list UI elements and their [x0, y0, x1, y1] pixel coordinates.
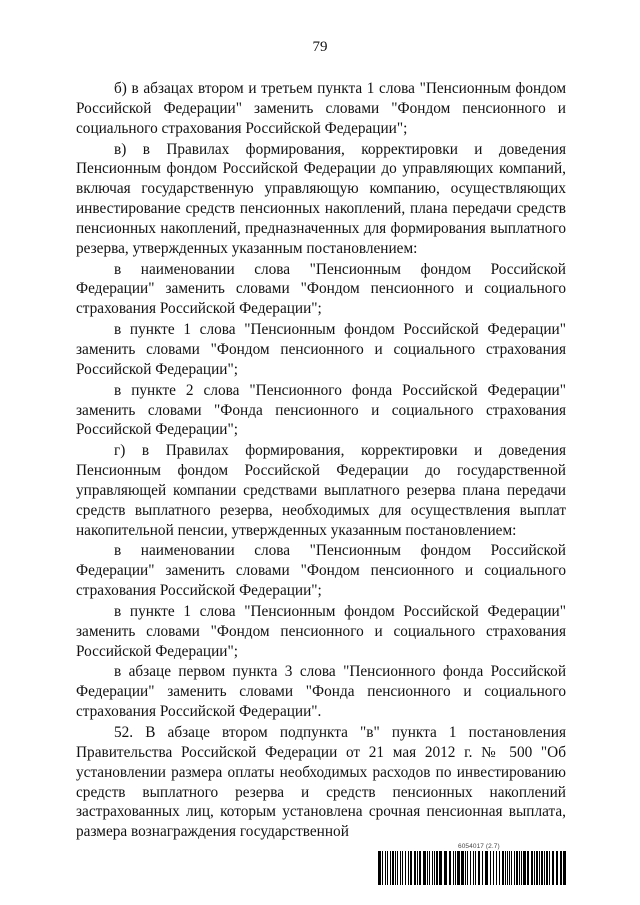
barcode-bar: [549, 851, 550, 885]
barcode-bar: [514, 851, 515, 885]
paragraph-g-point-1: в пункте 1 слова "Пенсионным фондом Российской Федерации" заменить словами "Фондом пенсионного и социального страхования Российской Федерации";: [76, 602, 566, 660]
barcode-bar: [560, 851, 562, 885]
barcode-bar: [434, 851, 435, 885]
barcode-bar: [490, 851, 491, 885]
barcode-bar: [473, 851, 474, 885]
barcode-bar: [523, 851, 526, 885]
barcode-bar: [395, 851, 396, 885]
barcode-bar: [531, 851, 533, 885]
barcode-image: [378, 851, 568, 885]
barcode-bar: [397, 851, 398, 885]
barcode-bar: [419, 851, 421, 885]
barcode-bar: [493, 851, 494, 885]
barcode-bar: [499, 851, 500, 885]
paragraph-52: 52. В абзаце втором подпункта "в" пункта 1 постановления Правительства Российской Федерации от 21 мая 2012 г. № 500 "Об установлении размера оплаты необходимых расходов по инвестированию средств выплатного резерва и средств пенсионных накоплений застрахованных лиц, которым установлена срочная пенсионная выплата, размера вознаграждения государственной: [76, 724, 566, 841]
barcode-bar: [439, 851, 442, 885]
paragraph-g-title-change: в наименовании слова "Пенсионным фондом Российской Федерации" заменить словами "Фондом пенсионного и социального страхования Российской Федерации";: [76, 542, 566, 600]
barcode-bar: [378, 851, 381, 885]
barcode-bar: [385, 851, 386, 885]
barcode-bar: [516, 851, 518, 885]
barcode-bar: [546, 851, 548, 885]
barcode-bar: [461, 851, 464, 885]
barcode-bar: [417, 851, 418, 885]
barcode-bar: [519, 851, 520, 885]
barcode-bar: [427, 851, 428, 885]
barcode-bar: [505, 851, 506, 885]
paragraph-v-point-1: в пункте 1 слова "Пенсионным фондом Российской Федерации" заменить словами "Фондом пенсионного и социального страхования Российской Федерации";: [76, 321, 566, 378]
barcode-bar: [429, 851, 430, 885]
barcode-bar: [470, 851, 471, 885]
barcode-bar: [392, 851, 394, 885]
paragraph-v-title-change: в наименовании слова "Пенсионным фондом Российской Федерации" заменить словами "Фондом пенсионного и социального страхования Российской Федерации";: [76, 260, 566, 318]
barcode-bar: [449, 851, 451, 885]
barcode-bar: [423, 851, 426, 885]
paragraph-v: в) в Правилах формирования, корректировки и доведения Пенсионным фондом Российской Федерации до управляющих компаний, включая государственную управляющую компанию, осуществляющих инвестирование средств пенсионных накоплений, плана передачи средств пенсионных накоплений, предназначенных для формирования выплатного резерва, утвержденных указанным постановлением:: [76, 140, 566, 257]
paragraph-b: б) в абзацах втором и третьем пункта 1 слова "Пенсионным фондом Российской Федерации" заменить словами "Фондом пенсионного и социального страхования Российской Федерации";: [76, 80, 566, 137]
barcode-bar: [521, 851, 522, 885]
barcode-bar: [552, 851, 554, 885]
paragraph-g: г) в Правилах формирования, корректировки и доведения Пенсионным фондом Российской Федерации до государственной управляющей компании средствами выплатного резерва плана передачи средств выплатного резерва, необходимых для осуществления выплат накопительной пенсии, утвержденных указанным постановлением:: [76, 442, 566, 539]
barcode-bar: [408, 851, 409, 885]
barcode-bar: [496, 851, 497, 885]
paragraph-g-point-3: в абзаце первом пункта 3 слова "Пенсионного фонда Российской Федерации" заменить словами "Фонда пенсионного и социального страхования Российской Федерации".: [76, 663, 566, 721]
barcode-bar: [405, 851, 406, 885]
barcode-bar: [402, 851, 403, 885]
barcode-bar: [509, 851, 510, 885]
barcode-bar: [511, 851, 512, 885]
barcode-bar: [544, 851, 545, 885]
barcode-bar: [455, 851, 456, 885]
barcode-bar: [432, 851, 433, 885]
barcode-bar: [527, 851, 529, 885]
barcode-bar: [556, 851, 558, 885]
document-body: [76, 79, 566, 843]
barcode-bar: [390, 851, 391, 885]
document-code: 6054017 (2.7): [458, 843, 500, 850]
barcode-bar: [475, 851, 476, 885]
barcode-bar: [410, 851, 412, 885]
barcode-bar: [478, 851, 480, 885]
page-number: 79: [312, 39, 328, 55]
barcode-bar: [457, 851, 460, 885]
barcode-bar: [485, 851, 488, 885]
barcode-bar: [539, 851, 540, 885]
barcode-bar: [536, 851, 538, 885]
paragraph-v-point-2: в пункте 2 слова "Пенсионного фонда Российской Федерации" заменить словами "Фонда пенсионного и социального страхования Российской Федерации";: [76, 381, 566, 439]
barcode-bar: [465, 851, 466, 885]
barcode-bar: [534, 851, 535, 885]
barcode-bar: [436, 851, 438, 885]
barcode-bar: [387, 851, 388, 885]
barcode-bar: [444, 851, 447, 885]
barcode-bar: [563, 851, 566, 885]
barcode-bar: [414, 851, 416, 885]
barcode-bar: [502, 851, 504, 885]
barcode-bar: [453, 851, 454, 885]
barcode-bar: [382, 851, 383, 885]
barcode-bar: [482, 851, 483, 885]
barcode-bar: [400, 851, 401, 885]
barcode-bar: [507, 851, 508, 885]
barcode-bar: [467, 851, 468, 885]
barcode-bar: [541, 851, 543, 885]
